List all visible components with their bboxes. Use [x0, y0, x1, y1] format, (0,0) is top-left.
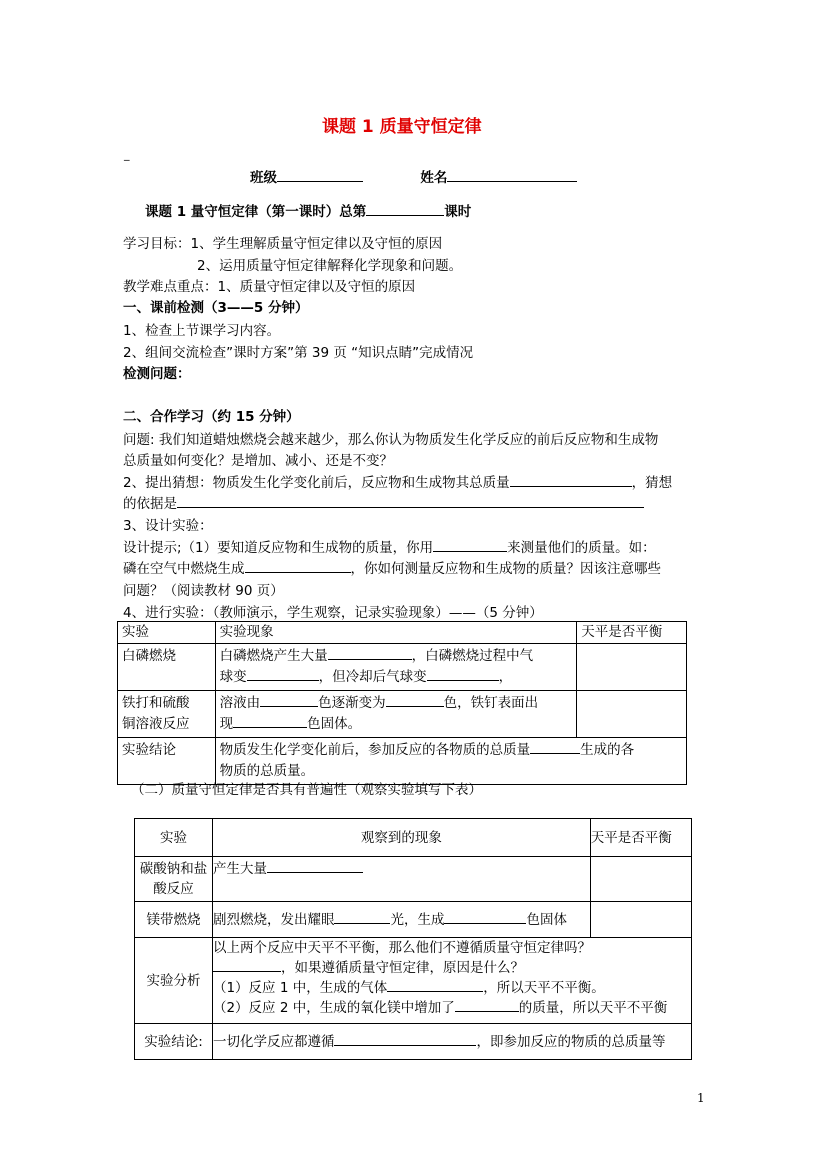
basis-line: [123, 492, 644, 512]
t1r1-text-a: 白磷燃烧产生大量: [219, 648, 328, 664]
t2r2-blank-2[interactable]: [444, 910, 526, 924]
t1r1-blank-1[interactable]: [328, 646, 412, 660]
t1r2-text-b: 色逐渐变为: [318, 695, 386, 711]
t2-row4-name: 实验结论:: [135, 1024, 213, 1060]
t1r2-blank-1[interactable]: [260, 693, 318, 707]
t2-row1-name: [135, 857, 213, 902]
t2r3-line4-a: （2）反应 2 中，生成的氧化镁中增加了: [212, 1000, 455, 1016]
t2-row4-conclusion: [212, 1024, 691, 1060]
stray-mark: _: [124, 148, 130, 161]
basis-text: 的依据是: [123, 496, 177, 512]
t2-row3-analysis: [212, 938, 691, 1024]
objective-2: 2、运用质量守恒定律解释化学现象和问题。: [197, 258, 463, 274]
t2r1-text: 产生大量: [212, 861, 267, 877]
t2r3-line4-b: 的质量，所以天平不平衡: [518, 1000, 668, 1016]
difficulty-line: 教学难点重点：1、质量守恒定律以及守恒的原因: [123, 279, 416, 295]
t1-row1-name: 白磷燃烧: [118, 644, 216, 691]
t1r1-text-b: ，白磷燃烧过程中气: [411, 648, 534, 664]
t2r4-text-b: ，即参加反应的物质的总质量等: [476, 1033, 666, 1050]
t1r1-blank-2[interactable]: [247, 667, 319, 681]
t1-row3-name: 实验结论: [118, 738, 216, 785]
hint-line2: [123, 557, 661, 577]
t2r4-text-a: 一切化学反应都遵循: [212, 1033, 335, 1050]
t2-row1-phenomenon: [212, 857, 590, 902]
t2-row2-phenomenon: [212, 902, 590, 938]
hint-line3: 问题？（阅读教材 90 页）: [123, 583, 284, 599]
t2-row2-name: 镁带燃烧: [135, 902, 213, 938]
t2-row1-balance[interactable]: [590, 857, 691, 902]
hint-text-1: 设计提示;（1）要知道反应物和生成物的质量，你用: [123, 540, 434, 556]
section1-problems: 检测问题：: [123, 366, 191, 382]
t2r3-blank-1[interactable]: [213, 958, 281, 972]
t1-header-balance: 天平是否平衡: [577, 622, 687, 644]
t2r2-blank-1[interactable]: [334, 910, 390, 924]
t2r3-line1: 以上两个反应中天平不平衡，那么他们不遵循质量守恒定律吗？: [212, 940, 591, 956]
class-label: 班级: [250, 170, 277, 186]
t1-row1-balance[interactable]: [577, 644, 687, 691]
t2r3-blank-3[interactable]: [455, 998, 519, 1012]
lesson-subtitle: [145, 200, 471, 220]
name-label: 姓名: [420, 170, 448, 186]
t2r4-blank[interactable]: [334, 1032, 476, 1046]
t2-row2-balance[interactable]: [590, 902, 691, 938]
t2r1-blank[interactable]: [267, 859, 363, 873]
t2-header-experiment: 实验: [135, 819, 213, 857]
guess-text-2: ，猜想: [631, 475, 673, 491]
t2-row3-name: 实验分析: [135, 938, 213, 1024]
objectives-line1: [123, 232, 442, 252]
t1-header-phenomenon: 实验现象: [215, 622, 577, 644]
t1-row1-phenomenon: [215, 644, 577, 691]
t1r1-text-e: ，: [498, 669, 513, 685]
t1r3-blank[interactable]: [530, 740, 580, 754]
t2-header-phenomenon: 观察到的现象: [212, 819, 590, 857]
t2r3-line3-b: ，所以天平不平衡。: [483, 980, 605, 996]
hint-text-2: 来测量他们的质量。如：: [507, 540, 656, 556]
t1r3-text-b: 生成的各: [580, 742, 635, 758]
t2r1-name-2: 酸反应: [153, 881, 194, 897]
t1r3-text-a: 物质发生化学变化前后，参加反应的各物质的总质量: [219, 742, 531, 758]
t2r2-text-c: 色固体: [526, 911, 567, 928]
conduct-line: 4、进行实验：（教师演示，学生观察，记录实验现象）——（5 分钟）: [123, 605, 543, 621]
t1r1-text-d: ，但冷却后气球变: [318, 669, 427, 685]
guess-line: [123, 471, 672, 491]
t1r2-blank-2[interactable]: [386, 693, 444, 707]
question-line2: 总质量如何变化？是增加、减小、还是不变？: [123, 453, 393, 469]
subtitle-suffix: 课时: [444, 204, 472, 220]
basis-blank[interactable]: [177, 494, 644, 508]
name-blank[interactable]: [447, 168, 577, 182]
lesson-number-blank[interactable]: [366, 202, 444, 216]
t2r2-text-a: 剧烈燃烧，发出耀眼: [212, 911, 335, 928]
t1r2-text-a: 溶液由: [219, 695, 261, 711]
t1r1-text-c: 球变: [219, 669, 247, 685]
hint2-text-1: 磷在空气中燃烧生成: [123, 561, 245, 577]
t1r2-text-e: 色固体。: [307, 716, 362, 732]
objectives-label: 学习目标：: [123, 236, 191, 252]
guess-text: 2、提出猜想：物质发生化学变化前后，反应物和生成物其总质量: [123, 475, 510, 491]
section1-item1: 1、检查上节课学习内容。: [123, 323, 281, 339]
class-blank[interactable]: [277, 168, 363, 182]
hint2-text-2: ，你如何测量反应物和生成物的质量？因该注意哪些: [350, 561, 661, 577]
t1r2-text-d: 现: [219, 716, 234, 732]
objective-1: 1、学生理解质量守恒定律以及守恒的原因: [190, 236, 443, 252]
t2r1-name-1: 碳酸钠和盐: [139, 861, 208, 877]
t1-row2-phenomenon: [215, 691, 577, 738]
part2-heading: （二）质量守恒定律是否具有普遍性（观察实验填写下表）: [131, 782, 482, 798]
section2-heading: 二、合作学习（约 15 分钟）: [123, 409, 300, 425]
experiment-table-1: [117, 621, 687, 785]
section1-heading: 一、课前检测（3——5 分钟）: [123, 300, 309, 316]
t2r2-text-b: 光，生成: [390, 911, 445, 928]
t1-header-experiment: 实验: [118, 622, 216, 644]
question-line1: 问题: 我们知道蜡烛燃烧会越来越少，那么你认为物质发生化学反应的前后反应物和生成物: [123, 432, 659, 448]
t1r2-name-2: 铜溶液反应: [122, 716, 190, 732]
t1r2-name-1: 铁打和硫酸: [122, 695, 190, 711]
t2r3-line2: ，如果遵循质量守恒定律，原因是什么？: [280, 960, 524, 976]
subtitle-prefix: 课题 1 量守恒定律（第一课时）总第: [145, 204, 367, 220]
class-name-line: [250, 166, 577, 186]
hint-line1: [123, 536, 656, 556]
experiment-table-2: [134, 818, 692, 1060]
t1r1-blank-3[interactable]: [427, 667, 499, 681]
page-title: 课题 1 质量守恒定律: [322, 117, 482, 137]
t2r3-line3-a: （1）反应 1 中，生成的气体: [212, 980, 388, 996]
design-heading: 3、设计实验：: [123, 518, 213, 534]
tool-blank[interactable]: [433, 538, 507, 552]
t1r3-text-c: 物质的总质量。: [219, 763, 315, 779]
t1-row2-balance[interactable]: [577, 691, 687, 738]
section1-item2: 2、组间交流检查”课时方案”第 39 页 “知识点睛”完成情况: [123, 345, 474, 361]
t1r2-text-c: 色，铁钉表面出: [443, 695, 539, 711]
t2r3-blank-2[interactable]: [387, 978, 483, 992]
t1-row2-name: [118, 691, 216, 738]
t1r2-blank-3[interactable]: [233, 714, 307, 728]
t2-header-balance: 天平是否平衡: [590, 819, 691, 857]
guess-blank[interactable]: [510, 473, 632, 487]
page-number: 1: [697, 1091, 705, 1105]
product-blank[interactable]: [245, 559, 351, 573]
